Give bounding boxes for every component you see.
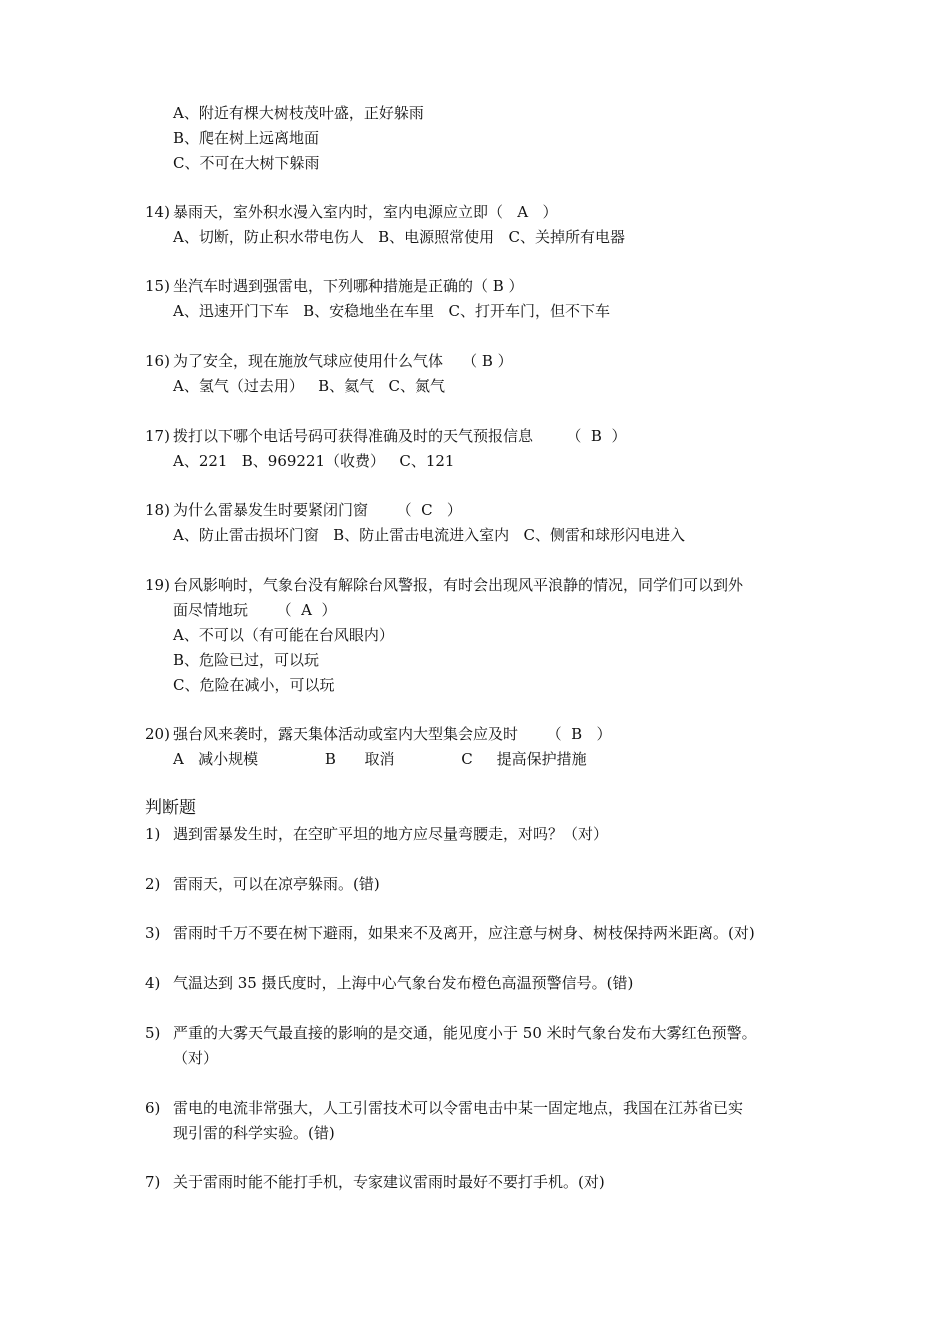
judgement-item-continued: （对）	[173, 1049, 219, 1067]
item-number: 1)	[145, 825, 161, 843]
question-number: 19)	[145, 576, 170, 594]
option-line: A、不可以（有可能在台风眼内）	[173, 626, 394, 644]
judgement-item: 气温达到 35 摄氏度时，上海中心气象台发布橙色高温预警信号。(错)	[173, 974, 634, 992]
question-number: 20)	[145, 725, 170, 743]
item-number: 3)	[145, 924, 161, 942]
item-number: 5)	[145, 1024, 161, 1042]
question-options: A、氢气（过去用） B、氦气 C、氮气	[173, 377, 445, 395]
judgement-item: 遇到雷暴发生时，在空旷平坦的地方应尽量弯腰走，对吗？（对）	[173, 825, 609, 843]
question-stem: 坐汽车时遇到强雷电，下列哪种措施是正确的（ B ）	[173, 277, 524, 295]
question-number: 15)	[145, 277, 170, 295]
judgement-item: 雷雨天，可以在凉亭躲雨。(错)	[173, 875, 380, 893]
item-number: 6)	[145, 1099, 161, 1117]
option-line: C、危险在减小，可以玩	[173, 676, 335, 694]
item-number: 2)	[145, 875, 161, 893]
question-options: A 减小规模 B 取消 C 提高保护措施	[173, 750, 587, 768]
question-stem: 强台风来袭时，露天集体活动或室内大型集会应及时 （ B ）	[173, 725, 612, 743]
item-number: 4)	[145, 974, 161, 992]
question-number: 17)	[145, 427, 170, 445]
question-stem: 为了安全，现在施放气球应使用什么气体 （ B ）	[173, 352, 513, 370]
judgement-item-continued: 现引雷的科学实验。(错)	[173, 1124, 335, 1142]
question-options: A、防止雷击损坏门窗 B、防止雷击电流进入室内 C、侧雷和球形闪电进入	[173, 526, 685, 544]
judgement-item: 雷雨时千万不要在树下避雨，如果来不及离开，应注意与树身、树枝保持两米距离。(对)	[173, 924, 755, 942]
question-number: 18)	[145, 501, 170, 519]
section-title: 判断题	[145, 798, 196, 818]
question-stem: 台风影响时，气象台没有解除台风警报，有时会出现风平浪静的情况，同学们可以到外	[173, 576, 744, 594]
judgement-item: 关于雷雨时能不能打手机，专家建议雷雨时最好不要打手机。(对)	[173, 1173, 605, 1191]
option-line: B、爬在树上远离地面	[173, 129, 320, 147]
question-number: 16)	[145, 352, 170, 370]
question-options: A、迅速开门下车 B、安稳地坐在车里 C、打开车门，但不下车	[173, 302, 610, 320]
question-options: A、切断，防止积水带电伤人 B、电源照常使用 C、关掉所有电器	[173, 228, 625, 246]
judgement-item: 严重的大雾天气最直接的影响的是交通，能见度小于 50 米时气象台发布大雾红色预警。	[173, 1024, 757, 1042]
question-stem-continued: 面尽情地玩 （ A ）	[173, 601, 337, 619]
question-stem: 为什么雷暴发生时要紧闭门窗 （ C ）	[173, 501, 462, 519]
question-stem: 暴雨天，室外积水漫入室内时，室内电源应立即（ A ）	[173, 203, 558, 221]
question-number: 14)	[145, 203, 170, 221]
question-options: A、221 B、969221（收费） C、121	[173, 452, 455, 470]
option-line: B、危险已过，可以玩	[173, 651, 320, 669]
item-number: 7)	[145, 1173, 161, 1191]
option-line: C、不可在大树下躲雨	[173, 154, 320, 172]
judgement-item: 雷电的电流非常强大，人工引雷技术可以令雷电击中某一固定地点，我国在江苏省已实	[173, 1099, 744, 1117]
question-stem: 拨打以下哪个电话号码可获得准确及时的天气预报信息 （ B ）	[173, 427, 627, 445]
option-line: A、附近有棵大树枝茂叶盛，正好躲雨	[173, 104, 424, 122]
